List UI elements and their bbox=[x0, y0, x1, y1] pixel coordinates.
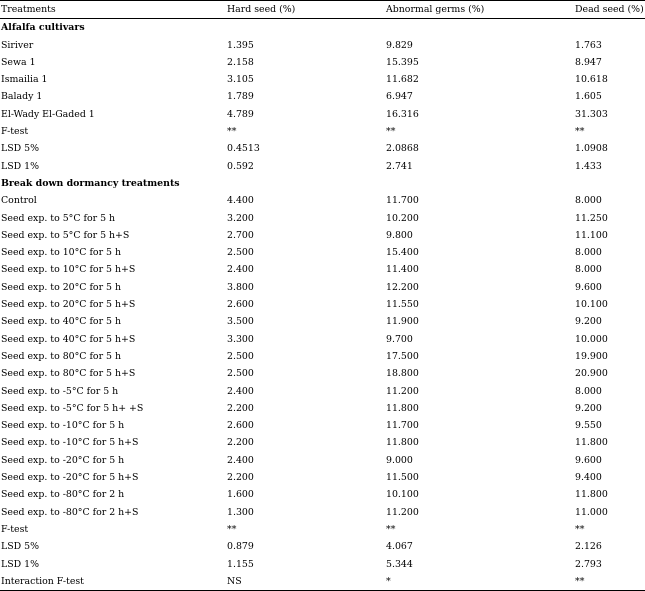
cell-dead-seed: 2.793 bbox=[575, 558, 602, 570]
cell-hard-seed: 0.879 bbox=[227, 541, 254, 553]
table-row bbox=[0, 106, 645, 123]
cell-abnormal-germs: 9.829 bbox=[386, 39, 413, 51]
cell-abnormal-germs: 11.800 bbox=[386, 437, 419, 449]
cell-treatment: Seed exp. to -10°C for 5 h bbox=[1, 420, 125, 432]
cell-dead-seed: 11.100 bbox=[575, 229, 608, 241]
cell-treatment: F-test bbox=[1, 126, 29, 138]
cell-abnormal-germs: 15.395 bbox=[386, 56, 419, 68]
section-row bbox=[0, 175, 645, 192]
cell-abnormal-germs: 5.344 bbox=[386, 558, 413, 570]
cell-abnormal-germs: 16.316 bbox=[386, 108, 419, 120]
cell-dead-seed: 1.0908 bbox=[575, 143, 608, 155]
section-title: Break down dormancy treatments bbox=[1, 177, 180, 189]
cell-dead-seed: 1.433 bbox=[575, 160, 602, 172]
table-row bbox=[0, 417, 645, 434]
cell-dead-seed: 8.000 bbox=[575, 195, 602, 207]
table-row bbox=[0, 434, 645, 451]
table-row bbox=[0, 88, 645, 105]
cell-abnormal-germs: 11.900 bbox=[386, 316, 419, 328]
cell-dead-seed: 1.605 bbox=[575, 91, 602, 103]
cell-hard-seed: 2.600 bbox=[227, 299, 254, 311]
header-abnormal-germs: Abnormal germs (%) bbox=[386, 4, 485, 15]
cell-treatment: Interaction F-test bbox=[1, 575, 84, 587]
cell-abnormal-germs: 11.500 bbox=[386, 472, 419, 484]
cell-dead-seed: 1.763 bbox=[575, 39, 602, 51]
cell-abnormal-germs: ** bbox=[386, 126, 396, 138]
table-row bbox=[0, 37, 645, 54]
cell-dead-seed: 9.550 bbox=[575, 420, 602, 432]
cell-dead-seed: 10.618 bbox=[575, 74, 608, 86]
cell-abnormal-germs: 11.700 bbox=[386, 195, 419, 207]
cell-hard-seed: ** bbox=[227, 523, 237, 535]
cell-treatment: Seed exp. to 10°C for 5 h+S bbox=[1, 264, 136, 276]
table-row bbox=[0, 158, 645, 175]
table-row bbox=[0, 452, 645, 469]
cell-dead-seed: 9.200 bbox=[575, 402, 602, 414]
cell-abnormal-germs: 9.000 bbox=[386, 454, 413, 466]
cell-hard-seed: 2.700 bbox=[227, 229, 254, 241]
cell-hard-seed: NS bbox=[227, 575, 242, 587]
cell-treatment: Seed exp. to -5°C for 5 h+ +S bbox=[1, 402, 144, 414]
cell-dead-seed: 20.900 bbox=[575, 368, 608, 380]
table-header bbox=[0, 1, 645, 19]
cell-hard-seed: 1.395 bbox=[227, 39, 254, 51]
cell-hard-seed: 2.500 bbox=[227, 247, 254, 259]
header-treatments: Treatments bbox=[1, 4, 56, 15]
cell-abnormal-germs: 9.700 bbox=[386, 333, 413, 345]
cell-abnormal-germs: 11.550 bbox=[386, 299, 419, 311]
cell-hard-seed: 2.500 bbox=[227, 350, 254, 362]
cell-abnormal-germs: 11.400 bbox=[386, 264, 419, 276]
cell-abnormal-germs: 10.100 bbox=[386, 489, 419, 501]
table-row bbox=[0, 71, 645, 88]
cell-abnormal-germs: 12.200 bbox=[386, 281, 419, 293]
cell-hard-seed: 4.400 bbox=[227, 195, 254, 207]
table-row bbox=[0, 556, 645, 573]
cell-abnormal-germs: ** bbox=[386, 523, 396, 535]
cell-treatment: F-test bbox=[1, 523, 29, 535]
table-row bbox=[0, 573, 645, 591]
table-row bbox=[0, 140, 645, 157]
cell-abnormal-germs: 6.947 bbox=[386, 91, 413, 103]
table-row bbox=[0, 348, 645, 365]
cell-hard-seed: 2.200 bbox=[227, 402, 254, 414]
cell-treatment: Seed exp. to 20°C for 5 h+S bbox=[1, 299, 136, 311]
cell-dead-seed: 9.200 bbox=[575, 316, 602, 328]
cell-treatment: Seed exp. to 80°C for 5 h+S bbox=[1, 368, 136, 380]
table-row bbox=[0, 244, 645, 261]
cell-dead-seed: ** bbox=[575, 126, 585, 138]
cell-hard-seed: 2.400 bbox=[227, 454, 254, 466]
table-row bbox=[0, 296, 645, 313]
cell-treatment: Sewa 1 bbox=[1, 56, 36, 68]
cell-treatment: Seed exp. to -20°C for 5 h+S bbox=[1, 472, 139, 484]
cell-abnormal-germs: 11.200 bbox=[386, 385, 419, 397]
cell-treatment: Seed exp. to -5°C for 5 h bbox=[1, 385, 119, 397]
cell-hard-seed: 2.400 bbox=[227, 385, 254, 397]
cell-treatment: El-Wady El-Gaded 1 bbox=[1, 108, 95, 120]
cell-treatment: Siriver bbox=[1, 39, 34, 51]
cell-treatment: Control bbox=[1, 195, 37, 207]
cell-dead-seed: 8.000 bbox=[575, 264, 602, 276]
cell-abnormal-germs: 11.700 bbox=[386, 420, 419, 432]
cell-dead-seed: 11.800 bbox=[575, 489, 608, 501]
cell-hard-seed: 3.105 bbox=[227, 74, 254, 86]
table-row bbox=[0, 521, 645, 538]
cell-treatment: Balady 1 bbox=[1, 91, 43, 103]
cell-hard-seed: 0.4513 bbox=[227, 143, 260, 155]
cell-treatment: Seed exp. to 40°C for 5 h+S bbox=[1, 333, 136, 345]
cell-dead-seed: 8.947 bbox=[575, 56, 602, 68]
cell-abnormal-germs: 4.067 bbox=[386, 541, 413, 553]
cell-abnormal-germs: 10.200 bbox=[386, 212, 419, 224]
cell-abnormal-germs: 11.682 bbox=[386, 74, 419, 86]
cell-abnormal-germs: 18.800 bbox=[386, 368, 419, 380]
cell-dead-seed: 9.600 bbox=[575, 281, 602, 293]
table-row bbox=[0, 313, 645, 330]
table-row bbox=[0, 331, 645, 348]
cell-abnormal-germs: 17.500 bbox=[386, 350, 419, 362]
cell-dead-seed: ** bbox=[575, 523, 585, 535]
cell-hard-seed: 3.500 bbox=[227, 316, 254, 328]
cell-dead-seed: 2.126 bbox=[575, 541, 602, 553]
cell-treatment: Seed exp. to 10°C for 5 h bbox=[1, 247, 122, 259]
table-row bbox=[0, 54, 645, 71]
cell-treatment: LSD 5% bbox=[1, 541, 40, 553]
cell-treatment: Seed exp. to -20°C for 5 h bbox=[1, 454, 125, 466]
table-row bbox=[0, 538, 645, 555]
cell-treatment: Seed exp. to -80°C for 2 h+S bbox=[1, 506, 139, 518]
table-row bbox=[0, 383, 645, 400]
cell-treatment: Seed exp. to 80°C for 5 h bbox=[1, 350, 122, 362]
cell-abnormal-germs: 2.0868 bbox=[386, 143, 419, 155]
cell-abnormal-germs: 15.400 bbox=[386, 247, 419, 259]
cell-treatment: Ismailia 1 bbox=[1, 74, 48, 86]
table-row bbox=[0, 504, 645, 521]
cell-dead-seed: 19.900 bbox=[575, 350, 608, 362]
cell-treatment: LSD 1% bbox=[1, 160, 40, 172]
cell-hard-seed: 4.789 bbox=[227, 108, 254, 120]
section-title: Alfalfa cultivars bbox=[1, 22, 85, 34]
cell-dead-seed: 31.303 bbox=[575, 108, 608, 120]
table-row bbox=[0, 210, 645, 227]
cell-treatment: LSD 1% bbox=[1, 558, 40, 570]
section-row bbox=[0, 19, 645, 37]
cell-dead-seed: 11.000 bbox=[575, 506, 608, 518]
cell-treatment: Seed exp. to 20°C for 5 h bbox=[1, 281, 122, 293]
table-row bbox=[0, 227, 645, 244]
cell-hard-seed: 1.155 bbox=[227, 558, 254, 570]
cell-hard-seed: 3.200 bbox=[227, 212, 254, 224]
cell-abnormal-germs: 11.200 bbox=[386, 506, 419, 518]
cell-hard-seed: 1.789 bbox=[227, 91, 254, 103]
cell-abnormal-germs: 2.741 bbox=[386, 160, 413, 172]
header-dead-seed: Dead seed (%) bbox=[575, 4, 644, 15]
cell-hard-seed: 3.800 bbox=[227, 281, 254, 293]
cell-dead-seed: ** bbox=[575, 575, 585, 587]
cell-dead-seed: 8.000 bbox=[575, 385, 602, 397]
table-row bbox=[0, 123, 645, 140]
cell-dead-seed: 8.000 bbox=[575, 247, 602, 259]
table-row bbox=[0, 486, 645, 503]
cell-hard-seed: 1.600 bbox=[227, 489, 254, 501]
cell-treatment: Seed exp. to 5°C for 5 h bbox=[1, 212, 116, 224]
cell-abnormal-germs: 9.800 bbox=[386, 229, 413, 241]
cell-hard-seed: 2.600 bbox=[227, 420, 254, 432]
table-row bbox=[0, 279, 645, 296]
cell-hard-seed: ** bbox=[227, 126, 237, 138]
cell-hard-seed: 3.300 bbox=[227, 333, 254, 345]
cell-hard-seed: 1.300 bbox=[227, 506, 254, 518]
table-row bbox=[0, 365, 645, 382]
cell-dead-seed: 9.600 bbox=[575, 454, 602, 466]
table-row bbox=[0, 192, 645, 209]
cell-treatment: Seed exp. to 40°C for 5 h bbox=[1, 316, 122, 328]
cell-dead-seed: 9.400 bbox=[575, 472, 602, 484]
cell-dead-seed: 11.250 bbox=[575, 212, 608, 224]
header-row bbox=[0, 1, 645, 19]
cell-treatment: Seed exp. to -10°C for 5 h+S bbox=[1, 437, 139, 449]
cell-treatment: Seed exp. to -80°C for 2 h bbox=[1, 489, 125, 501]
header-hard-seed: Hard seed (%) bbox=[227, 4, 296, 15]
table-row bbox=[0, 261, 645, 278]
cell-hard-seed: 0.592 bbox=[227, 160, 254, 172]
cell-dead-seed: 10.100 bbox=[575, 299, 608, 311]
cell-abnormal-germs: * bbox=[386, 575, 391, 587]
cell-hard-seed: 2.158 bbox=[227, 56, 254, 68]
cell-treatment: LSD 5% bbox=[1, 143, 40, 155]
cell-dead-seed: 10.000 bbox=[575, 333, 608, 345]
cell-hard-seed: 2.400 bbox=[227, 264, 254, 276]
cell-treatment: Seed exp. to 5°C for 5 h+S bbox=[1, 229, 130, 241]
table-body bbox=[0, 19, 645, 591]
table-row bbox=[0, 400, 645, 417]
table-row bbox=[0, 469, 645, 486]
cell-hard-seed: 2.200 bbox=[227, 472, 254, 484]
cell-abnormal-germs: 11.800 bbox=[386, 402, 419, 414]
cell-hard-seed: 2.200 bbox=[227, 437, 254, 449]
cell-dead-seed: 11.800 bbox=[575, 437, 608, 449]
cell-hard-seed: 2.500 bbox=[227, 368, 254, 380]
